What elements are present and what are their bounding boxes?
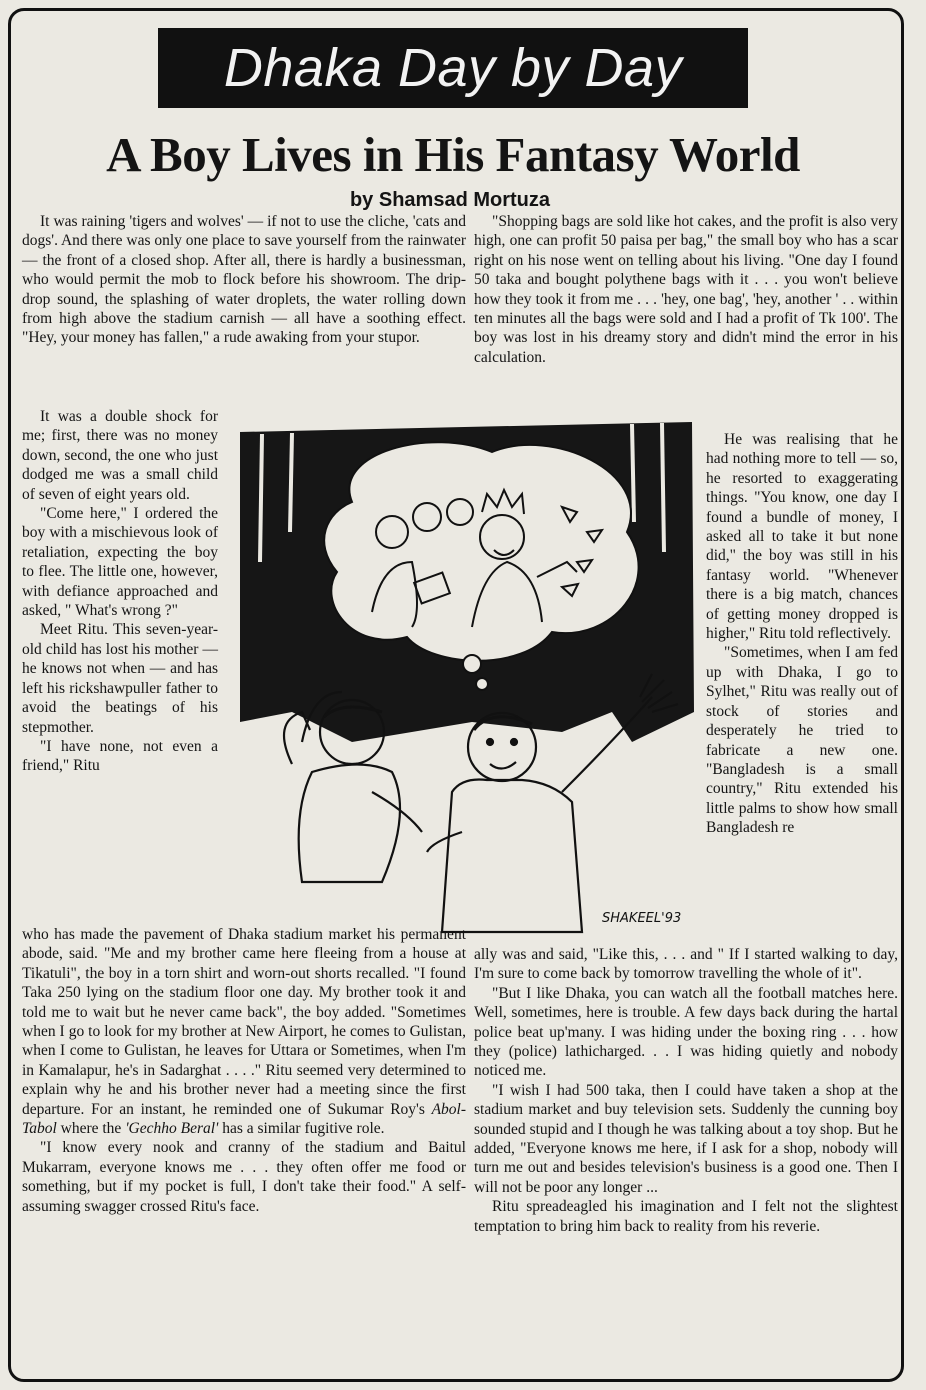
paragraph: It was raining 'tigers and wolves' — if not to use the cliche, 'cats and dogs'. And there was only one place to save yourself from the rainwater — the front of a closed shop. After all, there is hardly a businessman, who would permit the mob to flock before his showroom. The drip-drop sound, the splashing of water droplets, the water rolling down from high above the stadium carnish — all have a soothing effect. "Hey, your money has fallen," a rude awaking from your stupor. xyxy=(22,213,466,347)
paragraph: "Shopping bags are sold like hot cakes, and the profit is also very high, one can profit 50 paisa per bag," the small boy who has a scar right on his nose went on telling about his living. "One day I found 50 taka and bought polythene bags with it . . . you won't believe how they took it from me . . . 'hey, one bag', 'hey, another ' . . within ten minutes all the bags were sold and I had a profit of Tk 100'. The boy was lost in his dreamy story and didn't mind the error in his calculation. xyxy=(474,213,898,366)
text-run: has a similar fugitive role. xyxy=(222,1120,385,1138)
paragraph: "I know every nook and cranny of the stadium and Baitul Mukarram, everyone knows me . . . they often offer me food or something, but if my pocket is full, I don't take their food." A self-assuming swagger crossed Ritu's face. xyxy=(22,1139,466,1215)
cartoon-boy-dreaming-icon xyxy=(232,412,698,944)
paragraph: ally was and said, "Like this, . . . and " If I started walking to day, I'm sure to come back by tomorrow travelling the whole of it". xyxy=(474,946,898,983)
byline: by Shamsad Mortuza xyxy=(349,189,551,211)
right-column-bottom xyxy=(474,945,898,1236)
paragraph: He was realising that he had nothing more to tell — so, he resorted to exaggerating things. "You know, one day I found a bundle of money, I asked all to take it but none did," the boy was still in his fantasy world. "Whenever there is a big match, chances of getting money dropped is higher," Ritu told reflectively. xyxy=(706,431,898,643)
text-run: where the xyxy=(60,1120,122,1138)
paragraph: "Sometimes, when I am fed up with Dhaka, I go to Sylhet," Ritu was really out of stock of stories and desperately he tried to fabricate a new one. "Bangladesh is a small country," Ritu extended his little palms to show how small Bangladesh re xyxy=(706,644,898,837)
right-column-top xyxy=(474,212,898,367)
paragraph: "I wish I had 500 taka, then I could have taken a shop at the stadium market and buy television sets. Suddenly the cunning boy sounded stupid and I though he was talking about a toy shop. But he added, "Everyone knows me here, if I ask for a shop, nobody will turn me out and besides television's business is a good one. Then I will not be poor any longer ... xyxy=(474,1081,898,1196)
paragraph: Ritu spreadeagled his imagination and I felt not the slightest temptation to bring him back to reality from his reverie. xyxy=(474,1198,898,1235)
paragraph: "I have none, not even a friend," Ritu xyxy=(22,737,218,775)
cartoonist-signature: SHAKEEL'93 xyxy=(602,911,682,926)
right-column-narrow xyxy=(706,430,898,838)
paragraph xyxy=(22,925,466,1138)
left-column-narrow xyxy=(22,407,218,776)
paragraph: "Come here," I ordered the boy with a mischievous look of retaliation, expecting the boy to flee. The little one, however, with defiance approached and asked, " What's wrong ?" xyxy=(22,505,218,620)
paragraph: "But I like Dhaka, you can watch all the football matches here. Well, sometimes, here is trouble. A few days back during the hartal police beat up'many. I was hiding under the boxing ring . . . how they (police) lathicharged. . . I was hiding quietly and nobody noticed me. xyxy=(474,984,898,1080)
headline: A Boy Lives in His Fantasy World xyxy=(106,127,800,182)
column-banner: Dhaka Day by Day xyxy=(158,28,748,108)
text-run: who has made the pavement of Dhaka stadium market his permanent abode, said. "Me and my brother came here fleeing from a house at Tikatuli", the boy in a torn shirt and worn-out shorts recalled. "I found Taka 250 lying on the stadium floor one day. My brother took it and told me to wait but he never came back", the boy added. "Sometimes when I go to look for my brother at New Airport, he comes to Gulistan, when I come to Gulistan, he leaves for Uttara or Sometimes, when I'm in Kamalapur, he's in Sadarghat . . . ." Ritu seemed very determined to explain why he and his brother never had a meeting since the first departure. For an instant, he reminded one of Sukumar Roy's xyxy=(22,926,466,1118)
character-name: 'Gechho Beral' xyxy=(125,1120,219,1138)
book-title: Abol-Tabol xyxy=(22,1100,466,1138)
left-column-top xyxy=(22,212,466,348)
left-column-bottom xyxy=(22,925,466,1216)
paragraph: Meet Ritu. This seven-year-old child has lost his mother — he knows not when — and has left his rickshawpuller father to avoid the beatings of his stepmother. xyxy=(22,621,218,736)
paragraph: It was a double shock for me; first, there was no money down, second, the one who just dodged me was a small child of seven of eight years old. xyxy=(22,408,218,503)
